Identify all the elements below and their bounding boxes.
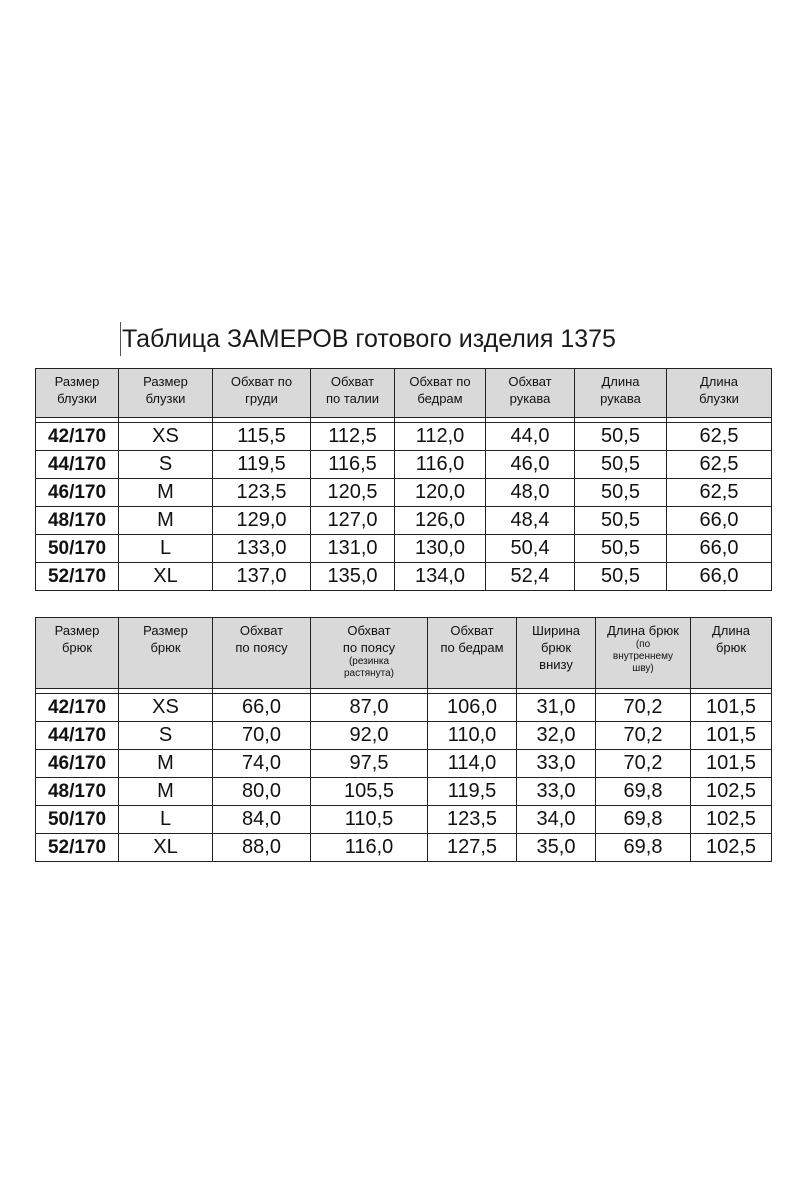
value-cell: L [119,535,213,563]
value-cell: 119,5 [428,778,517,806]
value-cell: 127,0 [311,507,395,535]
value-cell: 88,0 [213,834,311,862]
value-cell: 97,5 [311,750,428,778]
size-cell: 44/170 [36,451,119,479]
value-cell: 74,0 [213,750,311,778]
value-cell: 115,5 [213,423,311,451]
header-text: Размер [143,623,188,638]
value-cell: 33,0 [517,750,596,778]
size-cell: 52/170 [36,563,119,591]
header-note: (резинка [348,656,390,667]
value-cell: 34,0 [517,806,596,834]
value-cell: 120,0 [395,479,486,507]
header-text: Длина брюк [607,623,679,638]
table-row [36,778,772,806]
table-row [36,694,772,722]
size-cell: 50/170 [36,535,119,563]
value-cell: 112,5 [311,423,395,451]
value-cell: M [119,778,213,806]
header-text: по талии [325,391,380,406]
value-cell: 127,5 [428,834,517,862]
column-header [667,369,772,418]
header-text: блузки [145,391,186,406]
value-cell: 135,0 [311,563,395,591]
header-note: растянута) [344,668,394,679]
header-text: рукава [600,391,641,406]
size-cell: 46/170 [36,479,119,507]
column-header [311,369,395,418]
value-cell: XS [119,423,213,451]
header-text: блузки [57,391,97,406]
header-text: Обхват [330,374,375,389]
value-cell: 66,0 [667,563,772,591]
value-cell: M [119,479,213,507]
value-cell: 69,8 [596,834,691,862]
size-cell: 48/170 [36,507,119,535]
value-cell: 62,5 [667,479,772,507]
value-cell: 50,5 [575,423,667,451]
value-cell: 105,5 [311,778,428,806]
value-cell: 130,0 [395,535,486,563]
table-row [36,806,772,834]
value-cell: 101,5 [691,722,772,750]
value-cell: 102,5 [691,806,772,834]
table-header-row [36,369,772,418]
header-text: по поясу [235,640,288,655]
value-cell: XL [119,834,213,862]
page-title: Таблица ЗАМЕРОВ готового изделия 1375 [120,322,616,356]
size-cell: 50/170 [36,806,119,834]
header-text: блузки [699,391,739,406]
value-cell: 48,4 [486,507,575,535]
value-cell: 70,2 [596,750,691,778]
value-cell: 66,0 [213,694,311,722]
column-header [428,618,517,689]
column-header [36,618,119,689]
header-text: Длина [711,623,751,638]
table-row [36,750,772,778]
header-text: Размер [54,374,100,389]
value-cell: 52,4 [486,563,575,591]
column-header [119,618,213,689]
value-cell: 84,0 [213,806,311,834]
header-text: Длина [601,374,640,389]
header-text: Ширина [531,623,581,638]
header-text: внизу [539,657,573,672]
size-cell: 42/170 [36,423,119,451]
value-cell: 92,0 [311,722,428,750]
header-note: (по [635,639,651,650]
value-cell: 110,0 [428,722,517,750]
value-cell: 126,0 [395,507,486,535]
value-cell: 129,0 [213,507,311,535]
header-note: внутреннему [612,651,674,662]
value-cell: M [119,750,213,778]
value-cell: L [119,806,213,834]
value-cell: 70,0 [213,722,311,750]
size-cell: 46/170 [36,750,119,778]
size-cell: 52/170 [36,834,119,862]
table-row [36,722,772,750]
header-text: Размер [143,374,188,389]
column-header [36,369,119,418]
value-cell: 62,5 [667,451,772,479]
header-text: Размер [54,623,100,638]
value-cell: 116,0 [311,834,428,862]
header-note: шву) [632,663,654,674]
header-text: Обхват [347,623,391,638]
header-text: Обхват [450,623,494,638]
value-cell: 69,8 [596,778,691,806]
value-cell: 106,0 [428,694,517,722]
value-cell: 131,0 [311,535,395,563]
header-text: груди [245,391,278,406]
column-header [311,618,428,689]
table-row [36,563,772,591]
column-header [596,618,691,689]
size-cell: 42/170 [36,694,119,722]
value-cell: 116,5 [311,451,395,479]
value-cell: 35,0 [517,834,596,862]
table-row [36,451,772,479]
column-header [575,369,667,418]
value-cell: 80,0 [213,778,311,806]
column-header [213,618,311,689]
table-row [36,423,772,451]
value-cell: 102,5 [691,834,772,862]
value-cell: 50,5 [575,479,667,507]
header-text: бедрам [417,391,463,406]
value-cell: 62,5 [667,423,772,451]
blouse-measurements-table [35,368,772,591]
value-cell: 50,5 [575,451,667,479]
header-text: брюк [61,640,93,655]
column-header [395,369,486,418]
header-text: брюк [715,640,747,655]
header-text: брюк [540,640,572,655]
header-text: Обхват по [409,374,471,389]
value-cell: 50,5 [575,535,667,563]
value-cell: 134,0 [395,563,486,591]
value-cell: 123,5 [428,806,517,834]
value-cell: 133,0 [213,535,311,563]
value-cell: 50,5 [575,563,667,591]
table-header-row [36,618,772,689]
value-cell: 101,5 [691,694,772,722]
table-row [36,834,772,862]
value-cell: 114,0 [428,750,517,778]
value-cell: 101,5 [691,750,772,778]
value-cell: 50,4 [486,535,575,563]
value-cell: 119,5 [213,451,311,479]
value-cell: 66,0 [667,507,772,535]
value-cell: 112,0 [395,423,486,451]
table-row [36,479,772,507]
value-cell: 46,0 [486,451,575,479]
value-cell: S [119,451,213,479]
value-cell: 33,0 [517,778,596,806]
value-cell: 50,5 [575,507,667,535]
header-text: Обхват [239,623,284,638]
header-text: по бедрам [440,640,504,655]
value-cell: 116,0 [395,451,486,479]
header-text: рукава [509,391,551,406]
table-row [36,535,772,563]
value-cell: 102,5 [691,778,772,806]
value-cell: 137,0 [213,563,311,591]
value-cell: 70,2 [596,722,691,750]
value-cell: 120,5 [311,479,395,507]
value-cell: 48,0 [486,479,575,507]
value-cell: 31,0 [517,694,596,722]
value-cell: 66,0 [667,535,772,563]
value-cell: 69,8 [596,806,691,834]
value-cell: S [119,722,213,750]
size-cell: 48/170 [36,778,119,806]
column-header [213,369,311,418]
table-row [36,507,772,535]
value-cell: M [119,507,213,535]
column-header [486,369,575,418]
value-cell: 44,0 [486,423,575,451]
column-header [119,369,213,418]
header-text: Длина [699,374,739,389]
column-header [691,618,772,689]
value-cell: 70,2 [596,694,691,722]
header-text: брюк [150,640,181,655]
value-cell: XL [119,563,213,591]
column-header [517,618,596,689]
header-text: Обхват [508,374,552,389]
size-cell: 44/170 [36,722,119,750]
value-cell: 87,0 [311,694,428,722]
value-cell: 110,5 [311,806,428,834]
header-text: по поясу [342,640,396,655]
value-cell: 32,0 [517,722,596,750]
value-cell: 123,5 [213,479,311,507]
header-text: Обхват по [230,374,293,389]
pants-measurements-table [35,617,772,862]
value-cell: XS [119,694,213,722]
